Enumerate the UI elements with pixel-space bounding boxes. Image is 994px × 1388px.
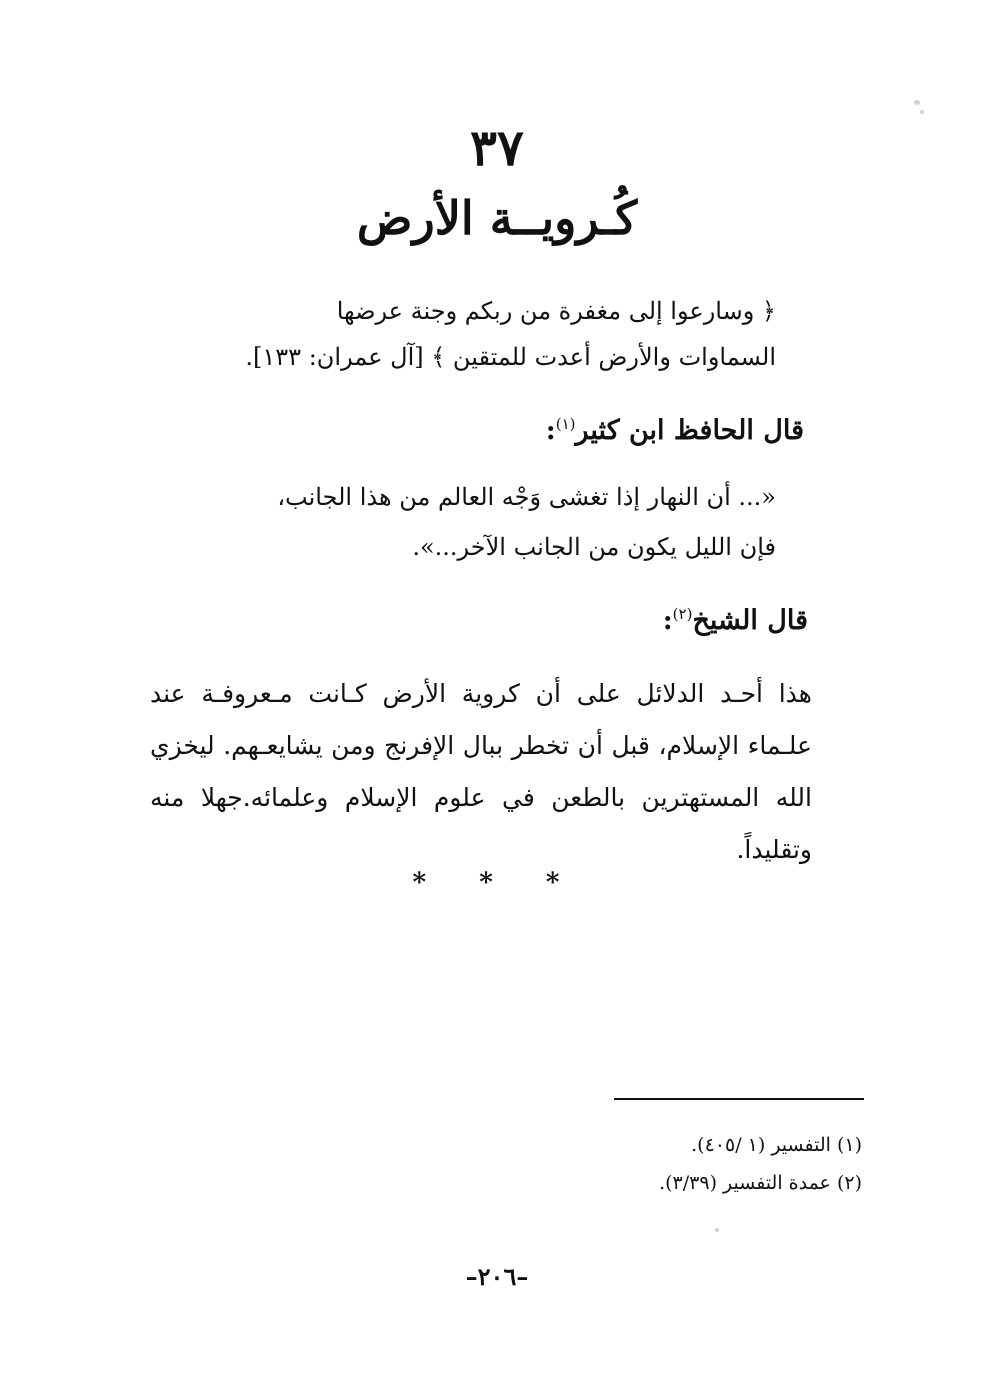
footnote-divider [614,1098,864,1100]
scan-speck [914,100,920,105]
chapter-title: كُـرويــة الأرض [356,191,638,245]
footnote-ref-1: (١) [555,415,576,433]
chapter-number: ٣٧ [470,118,524,177]
heading-suffix: : [662,605,673,636]
footnote-1: (١) التفسير (١ /٤٠٥). [691,1134,862,1156]
sheikh-commentary: هذا أحـد الدلائل على أن كروية الأرض كـانت مـعروفـة عند علـماء الإسلام، قبل أن تخطر ببال الإفرنج ومن يشايعـهم. ليخزي الله المستهترين بالطعن في علوم الإسلام وعلمائه.جهلا منه وتقليداً. [150,679,812,864]
footnote-ref-2: (٢) [672,605,693,623]
section-heading-ibn-kathir [400,404,804,451]
quran-verse: ﴿ وسارعوا إلى مغفرة من ربكم وجنة عرضها السماوات والأرض أعدت للمتقين ﴾ [آل عمران: ١٣٣]. [245,297,776,371]
heading-suffix: : [545,415,556,446]
scan-speck [715,1228,719,1232]
footnote-2: (٢) عمدة التفسير (٣/٣٩). [659,1172,862,1194]
section-heading-sheikh [400,594,808,641]
heading-text: قال الحافظ ابن كثير [575,415,804,446]
section-separator: * * * [412,868,582,898]
heading-text: قال الشيخ [692,605,808,636]
ibn-kathir-quote: «... أن النهار إذا تغشى وَجْه العالم من هذا الجانب، فإن الليل يكون من الجانب الآخر...». [277,483,776,561]
scan-speck [920,110,924,114]
page-number: –٢٠٦– [465,1262,529,1291]
